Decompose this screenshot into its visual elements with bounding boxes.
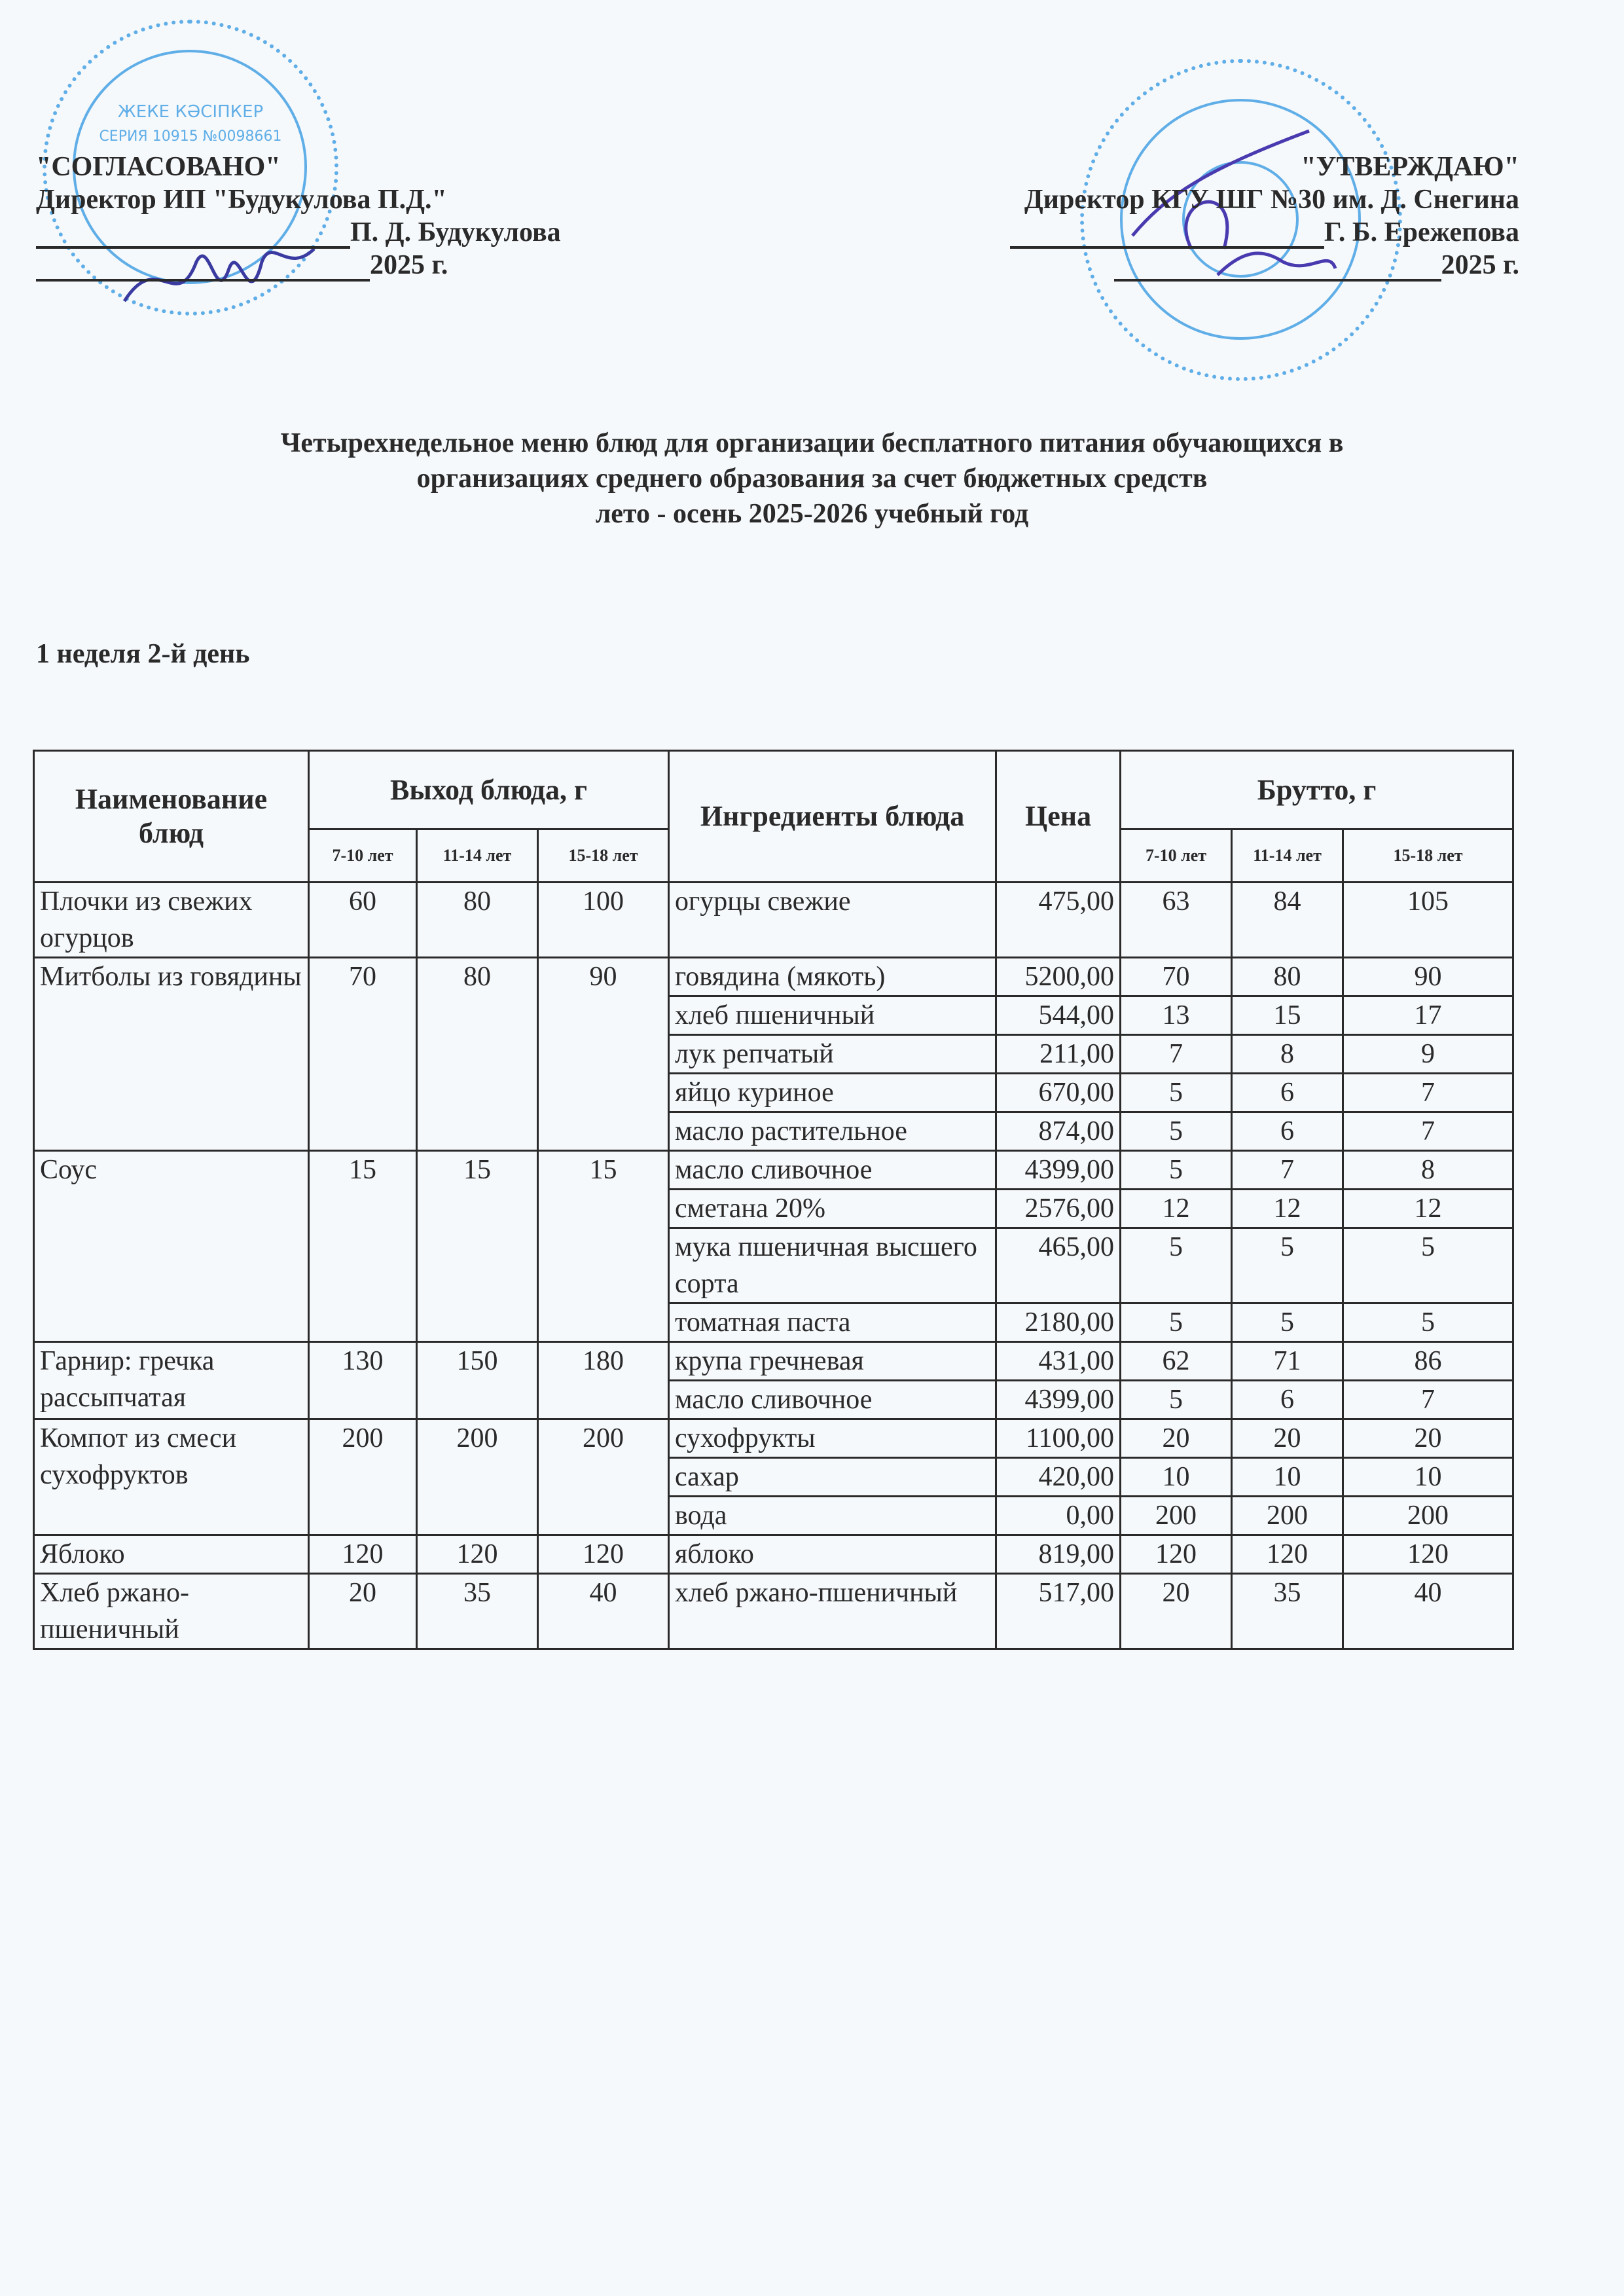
table-row — [34, 1574, 1513, 1649]
ingredient-name: томатная паста — [669, 1303, 996, 1342]
yield-11-14: 35 — [417, 1574, 538, 1649]
approval-left-position: Директор ИП "Будукулова П.Д." — [36, 185, 447, 215]
yield-7-10: 200 — [309, 1419, 417, 1535]
yield-11-14: 80 — [417, 883, 538, 958]
gross-11-14: 5 — [1232, 1303, 1343, 1342]
ingredient-name: яйцо куриное — [669, 1074, 996, 1112]
ingredient-price: 431,00 — [996, 1342, 1121, 1381]
date-line — [36, 253, 370, 282]
ingredient-price: 874,00 — [996, 1112, 1121, 1151]
gross-7-10: 5 — [1121, 1303, 1232, 1342]
gross-11-14: 6 — [1232, 1381, 1343, 1419]
gross-15-18: 9 — [1343, 1035, 1513, 1074]
ingredient-price: 2180,00 — [996, 1303, 1121, 1342]
yield-15-18: 100 — [538, 883, 669, 958]
table-row — [34, 883, 1513, 958]
yield-11-14: 120 — [417, 1535, 538, 1574]
header-gross-age: 11-14 лет — [1232, 829, 1343, 883]
dish-name: Компот из смеси сухофруктов — [34, 1419, 309, 1535]
gross-7-10: 12 — [1121, 1190, 1232, 1228]
approval-right-position: Директор КГУ ШГ №30 им. Д. Снегина — [1024, 185, 1519, 215]
menu-table — [33, 750, 1514, 1650]
table-row — [34, 1535, 1513, 1574]
ingredient-price: 5200,00 — [996, 958, 1121, 996]
yield-15-18: 180 — [538, 1342, 669, 1419]
gross-11-14: 120 — [1232, 1535, 1343, 1574]
gross-11-14: 6 — [1232, 1074, 1343, 1112]
gross-7-10: 63 — [1121, 883, 1232, 958]
ingredient-name: огурцы свежие — [669, 883, 996, 958]
gross-11-14: 7 — [1232, 1151, 1343, 1190]
ingredient-price: 4399,00 — [996, 1151, 1121, 1190]
ingredient-price: 517,00 — [996, 1574, 1121, 1649]
yield-11-14: 150 — [417, 1342, 538, 1419]
approval-right — [734, 151, 1519, 282]
gross-15-18: 7 — [1343, 1112, 1513, 1151]
yield-7-10: 120 — [309, 1535, 417, 1574]
gross-15-18: 20 — [1343, 1419, 1513, 1458]
yield-7-10: 130 — [309, 1342, 417, 1419]
header-ingredients: Ингредиенты блюда — [669, 751, 996, 883]
stamp-left-line2: СЕРИЯ 10915 №0098661 — [99, 128, 282, 145]
gross-15-18: 90 — [1343, 958, 1513, 996]
gross-7-10: 20 — [1121, 1574, 1232, 1649]
date-line — [1114, 253, 1441, 282]
gross-11-14: 8 — [1232, 1035, 1343, 1074]
ingredient-name: вода — [669, 1497, 996, 1535]
menu-body — [34, 883, 1513, 1649]
gross-7-10: 7 — [1121, 1035, 1232, 1074]
yield-11-14: 200 — [417, 1419, 538, 1535]
gross-7-10: 5 — [1121, 1151, 1232, 1190]
gross-11-14: 12 — [1232, 1190, 1343, 1228]
table-row — [34, 958, 1513, 996]
ingredient-name: масло сливочное — [669, 1381, 996, 1419]
header-yield-age: 15-18 лет — [538, 829, 669, 883]
gross-15-18: 86 — [1343, 1342, 1513, 1381]
gross-11-14: 71 — [1232, 1342, 1343, 1381]
ingredient-name: хлеб ржано-пшеничный — [669, 1574, 996, 1649]
gross-15-18: 120 — [1343, 1535, 1513, 1574]
yield-11-14: 15 — [417, 1151, 538, 1342]
gross-7-10: 13 — [1121, 996, 1232, 1035]
ingredient-price: 4399,00 — [996, 1381, 1121, 1419]
gross-15-18: 5 — [1343, 1303, 1513, 1342]
ingredient-price: 420,00 — [996, 1458, 1121, 1497]
approval-left-heading: "СОГЛАСОВАНО" — [36, 152, 281, 182]
gross-7-10: 10 — [1121, 1458, 1232, 1497]
header-yield: Выход блюда, г — [309, 751, 669, 829]
gross-15-18: 10 — [1343, 1458, 1513, 1497]
dish-name: Гарнир: гречка рассыпчатая — [34, 1342, 309, 1419]
gross-15-18: 105 — [1343, 883, 1513, 958]
gross-7-10: 5 — [1121, 1074, 1232, 1112]
ingredient-price: 1100,00 — [996, 1419, 1121, 1458]
yield-15-18: 90 — [538, 958, 669, 1151]
gross-15-18: 40 — [1343, 1574, 1513, 1649]
ingredient-name: яблоко — [669, 1535, 996, 1574]
gross-15-18: 5 — [1343, 1228, 1513, 1303]
gross-11-14: 84 — [1232, 883, 1343, 958]
document-title — [0, 426, 1624, 532]
header-yield-age: 11-14 лет — [417, 829, 538, 883]
ingredient-price: 465,00 — [996, 1228, 1121, 1303]
ingredient-price: 211,00 — [996, 1035, 1121, 1074]
dish-name: Соус — [34, 1151, 309, 1342]
gross-7-10: 120 — [1121, 1535, 1232, 1574]
ingredient-name: масло растительное — [669, 1112, 996, 1151]
header-gross: Брутто, г — [1121, 751, 1513, 829]
gross-7-10: 62 — [1121, 1342, 1232, 1381]
day-label: 1 неделя 2-й день — [36, 639, 250, 669]
gross-11-14: 6 — [1232, 1112, 1343, 1151]
yield-7-10: 70 — [309, 958, 417, 1151]
approval-left-date-row — [36, 249, 625, 282]
gross-7-10: 5 — [1121, 1112, 1232, 1151]
title-line-3: лето - осень 2025-2026 учебный год — [595, 499, 1029, 529]
ingredient-name: хлеб пшеничный — [669, 996, 996, 1035]
gross-15-18: 12 — [1343, 1190, 1513, 1228]
signature-line — [1010, 220, 1324, 249]
dish-name: Плочки из свежих огурцов — [34, 883, 309, 958]
header-gross-age: 7-10 лет — [1121, 829, 1232, 883]
ingredient-price: 670,00 — [996, 1074, 1121, 1112]
header-dish: Наименование блюд — [34, 751, 309, 883]
gross-7-10: 70 — [1121, 958, 1232, 996]
title-line-1: Четырехнедельное меню блюд для организации бесплатного питания обучающихся в — [280, 428, 1344, 458]
approval-left — [36, 151, 625, 282]
ingredient-price: 819,00 — [996, 1535, 1121, 1574]
gross-15-18: 17 — [1343, 996, 1513, 1035]
yield-15-18: 40 — [538, 1574, 669, 1649]
header-gross-age: 15-18 лет — [1343, 829, 1513, 883]
gross-11-14: 5 — [1232, 1228, 1343, 1303]
approval-right-heading: "УТВЕРЖДАЮ" — [1301, 152, 1519, 182]
ingredient-price: 544,00 — [996, 996, 1121, 1035]
approval-right-sign-row — [734, 216, 1519, 249]
gross-7-10: 200 — [1121, 1497, 1232, 1535]
gross-15-18: 200 — [1343, 1497, 1513, 1535]
ingredient-name: крупа гречневая — [669, 1342, 996, 1381]
ingredient-name: сметана 20% — [669, 1190, 996, 1228]
approval-right-year: 2025 г. — [1441, 250, 1519, 280]
title-line-2: организациях среднего образования за счет бюджетных средств — [416, 464, 1208, 494]
stamp-left-line1: ЖЕКЕ КӘСІПКЕР — [117, 102, 264, 122]
approval-right-date-row — [734, 249, 1519, 282]
gross-7-10: 5 — [1121, 1381, 1232, 1419]
approval-left-name: П. Д. Будукулова — [350, 217, 561, 247]
approval-right-name: Г. Б. Ережепова — [1324, 217, 1519, 247]
dish-name: Яблоко — [34, 1535, 309, 1574]
gross-11-14: 80 — [1232, 958, 1343, 996]
gross-15-18: 8 — [1343, 1151, 1513, 1190]
yield-7-10: 60 — [309, 883, 417, 958]
ingredient-name: сухофрукты — [669, 1419, 996, 1458]
gross-11-14: 200 — [1232, 1497, 1343, 1535]
dish-name: Митболы из говядины — [34, 958, 309, 1151]
yield-11-14: 80 — [417, 958, 538, 1151]
ingredient-price: 0,00 — [996, 1497, 1121, 1535]
table-row — [34, 1151, 1513, 1190]
ingredient-name: масло сливочное — [669, 1151, 996, 1190]
ingredient-price: 475,00 — [996, 883, 1121, 958]
gross-11-14: 20 — [1232, 1419, 1343, 1458]
yield-15-18: 200 — [538, 1419, 669, 1535]
gross-11-14: 10 — [1232, 1458, 1343, 1497]
table-row — [34, 1342, 1513, 1381]
yield-7-10: 15 — [309, 1151, 417, 1342]
ingredient-name: говядина (мякоть) — [669, 958, 996, 996]
gross-11-14: 15 — [1232, 996, 1343, 1035]
gross-15-18: 7 — [1343, 1074, 1513, 1112]
gross-15-18: 7 — [1343, 1381, 1513, 1419]
approval-left-year: 2025 г. — [370, 250, 448, 280]
header-yield-age: 7-10 лет — [309, 829, 417, 883]
table-row — [34, 1419, 1513, 1458]
header-price: Цена — [996, 751, 1121, 883]
ingredient-name: сахар — [669, 1458, 996, 1497]
signature-line — [36, 220, 350, 249]
yield-7-10: 20 — [309, 1574, 417, 1649]
gross-11-14: 35 — [1232, 1574, 1343, 1649]
ingredient-name: мука пшеничная высшего сорта — [669, 1228, 996, 1303]
gross-7-10: 20 — [1121, 1419, 1232, 1458]
gross-7-10: 5 — [1121, 1228, 1232, 1303]
yield-15-18: 120 — [538, 1535, 669, 1574]
ingredient-name: лук репчатый — [669, 1035, 996, 1074]
approval-left-sign-row — [36, 216, 625, 249]
yield-15-18: 15 — [538, 1151, 669, 1342]
dish-name: Хлеб ржано-пшеничный — [34, 1574, 309, 1649]
ingredient-price: 2576,00 — [996, 1190, 1121, 1228]
